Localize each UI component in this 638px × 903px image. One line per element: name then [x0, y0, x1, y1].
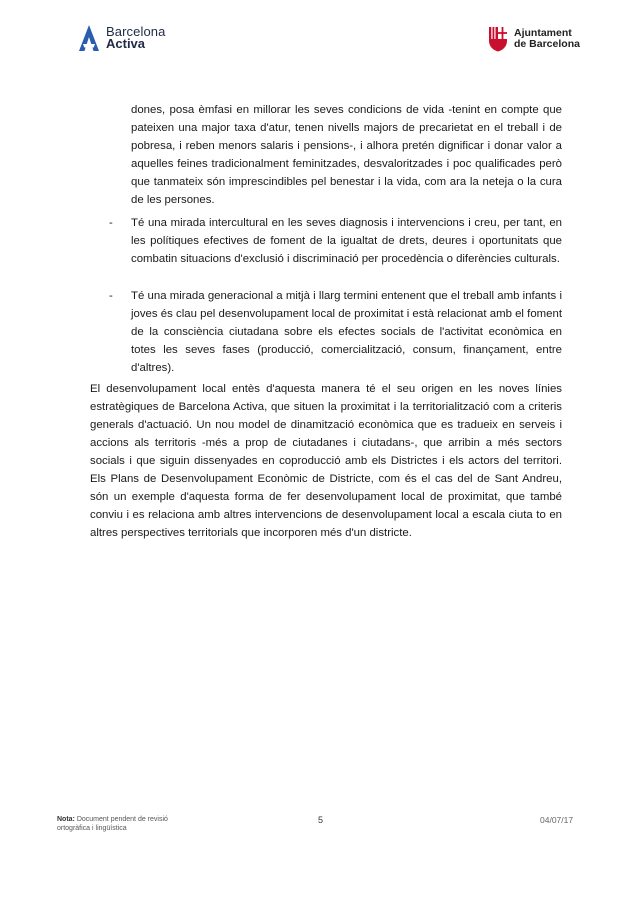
logo-right-line2: de Barcelona — [514, 38, 580, 50]
body-paragraph: El desenvolupament local entès d'aquesta manera té el seu origen en les noves línies estratègiques de Barcelona Activa, que situen la proximitat i la territorialització com a criteris generals d'actuació. Un nou model de dinamització econòmica que es tradueix en serveis i accions als territoris -més a prop de ciutadanes i ciutadans-, que arribin a més sectors socials i que siguin dissenyades en coproducció amb els Districtes i els actors del territori. Els Plans de Desenvolupament Econòmic de Districte, com és el cas del de Sant Andreu, són un exemple d'aquesta forma de fer desenvolupament local de proximitat, que també conviu i es relaciona amb altres intervencions de desenvolupament local a escala ciuta to en altres perspectives territorials que incorporen més d'un districte. — [90, 383, 562, 539]
city-shield-icon — [488, 26, 508, 52]
footer-date: 04/07/17 — [540, 815, 574, 825]
continued-text: dones, posa èmfasi en millorar les seves condicions de vida -tenint en compte que pateixen una major taxa d'atur, tenen nivells majors de precarietat en el treball i de pobresa, i reben menors salaris i pensions-, i alhora pretén dignificar i donar valor a aquelles feines tradicionalment feminitzades, desvaloritzades i poc qualificades però que tanmateix són imprescindibles pel benestar i la vida, com ara la neteja o la cura de les persones. — [131, 104, 562, 206]
footer-note-label: Nota: — [57, 816, 75, 823]
footer-note-text: Document pendent de revisió ortogràfica i lingüística — [57, 816, 168, 832]
logo-left-line1: Barcelona — [106, 24, 166, 39]
bullet-marker: - — [109, 290, 113, 302]
bullet-marker: - — [109, 217, 113, 229]
barcelona-activa-logo-icon — [78, 24, 100, 52]
page-number: 5 — [318, 815, 324, 825]
logo-left-line2: Activa — [106, 36, 146, 51]
ajuntament-logo — [488, 25, 580, 53]
bullet-text: Té una mirada generacional a mitjà i llarg termini entenent que el treball amb infants i joves és clau pel desenvolupament local de proximitat i està relacionat amb el foment de la consciència ciutadana sobre els efectes socials de l'activitat econòmica en totes les seves fases (producció, comercialització, consum, finançament, entre d'altres). — [131, 290, 562, 374]
footer-note — [57, 815, 197, 833]
bullet-text: Té una mirada intercultural en les seves diagnosis i intervencions i creu, per tant, en les polítiques efectives de foment de la igualtat de drets, deures i oportunitats que combatin situacions d'exclusió i discriminació per procedència o diferències culturals. — [131, 217, 562, 265]
logo-right-line1: Ajuntament — [514, 27, 572, 39]
barcelona-activa-logo — [78, 23, 165, 53]
